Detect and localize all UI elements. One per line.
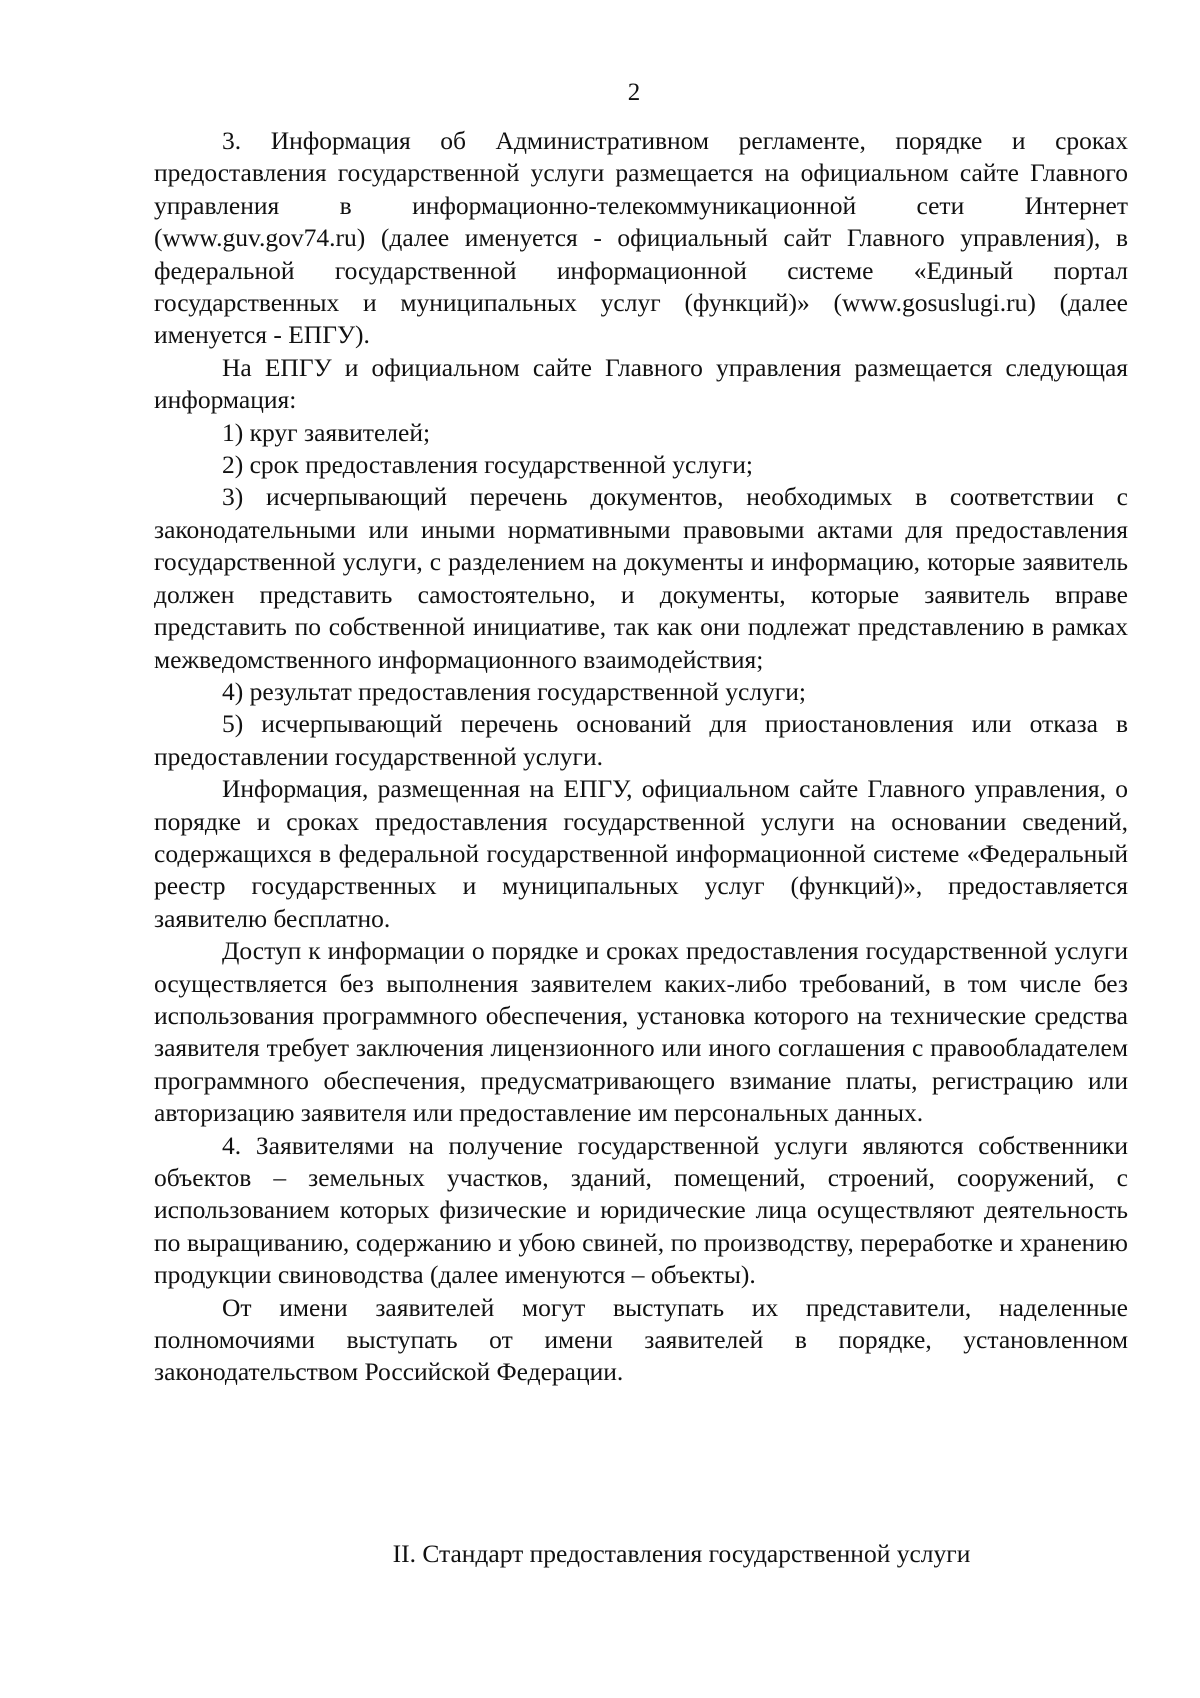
paragraph-access: Доступ к информации о порядке и сроках предоставления государственной услуги осуществляется без выполнения заявителем каких-либо требований, в том числе без использования программного обеспечения, установка которого на технические средства заявителя требует заключения лицензионного или иного соглашения с правообладателем программного обеспечения, предусматривающего взимание платы, регистрацию или авторизацию заявителя или предоставление им персональных данных. (154, 936, 1128, 1128)
list-item-1: 1) круг заявителей; (222, 417, 431, 447)
page-number: 2 (627, 79, 641, 106)
list-item-5: 5) исчерпывающий перечень оснований для приостановления или отказа в предоставлении государственной услуги. (154, 709, 1128, 771)
paragraph-info-list-intro: На ЕПГУ и официальном сайте Главного управления размещается следующая информация: (154, 352, 1128, 415)
paragraph-3-info-placement: 3. Информация об Административном регламенте, порядке и сроках предоставления государственной услуги размещается на официальном сайте Главного управления в информационно-телекоммуникационной сети Интернет (www.guv.gov74.ru) (далее именуется - официальный сайт Главного управления), в федеральной государственной информационной системе «Единый портал государственных и муниципальных услуг (функций)» (www.gosuslugi.ru) (далее именуется - ЕПГУ). (154, 126, 1128, 350)
section-heading-text: II. Стандарт предоставления государственной услуги (392, 1539, 971, 1568)
list-item-4: 4) результат предоставления государственной услуги; (222, 676, 806, 706)
section-heading (0, 1538, 1200, 1570)
list-item-3: 3) исчерпывающий перечень документов, необходимых в соответствии с законодательными или иными нормативными правовыми актами для предоставления государственной услуги, с разделением на документы и информацию, которые заявитель должен представить самостоятельно, и документы, которые заявитель вправе представить по собственной инициативе, так как они подлежат представлению в рамках межведомственного информационного взаимодействия; (154, 482, 1128, 674)
list-item-2: 2) срок предоставления государственной услуги; (222, 450, 754, 480)
paragraph-representatives: От имени заявителей могут выступать их представители, наделенные полномочиями выступать от имени заявителей в порядке, установленном законодательством Российской Федерации. (154, 1292, 1128, 1387)
document-body (154, 125, 1128, 1389)
paragraph-4-applicants: 4. Заявителями на получение государственной услуги являются собственники объектов – земельных участков, зданий, помещений, строений, сооружений, с использованием которых физические и юридические лица осуществляют деятельность по выращиванию, содержанию и убою свиней, по производству, переработке и хранению продукции свиноводства (далее именуются – объекты). (154, 1130, 1128, 1290)
paragraph-info-free: Информация, размещенная на ЕПГУ, официальном сайте Главного управления, о порядке и сроках предоставления государственной услуги на основании сведений, содержащихся в федеральной государственной информационной системе «Федеральный реестр государственных и муниципальных услуг (функций)», предоставляется заявителю бесплатно. (154, 774, 1128, 933)
